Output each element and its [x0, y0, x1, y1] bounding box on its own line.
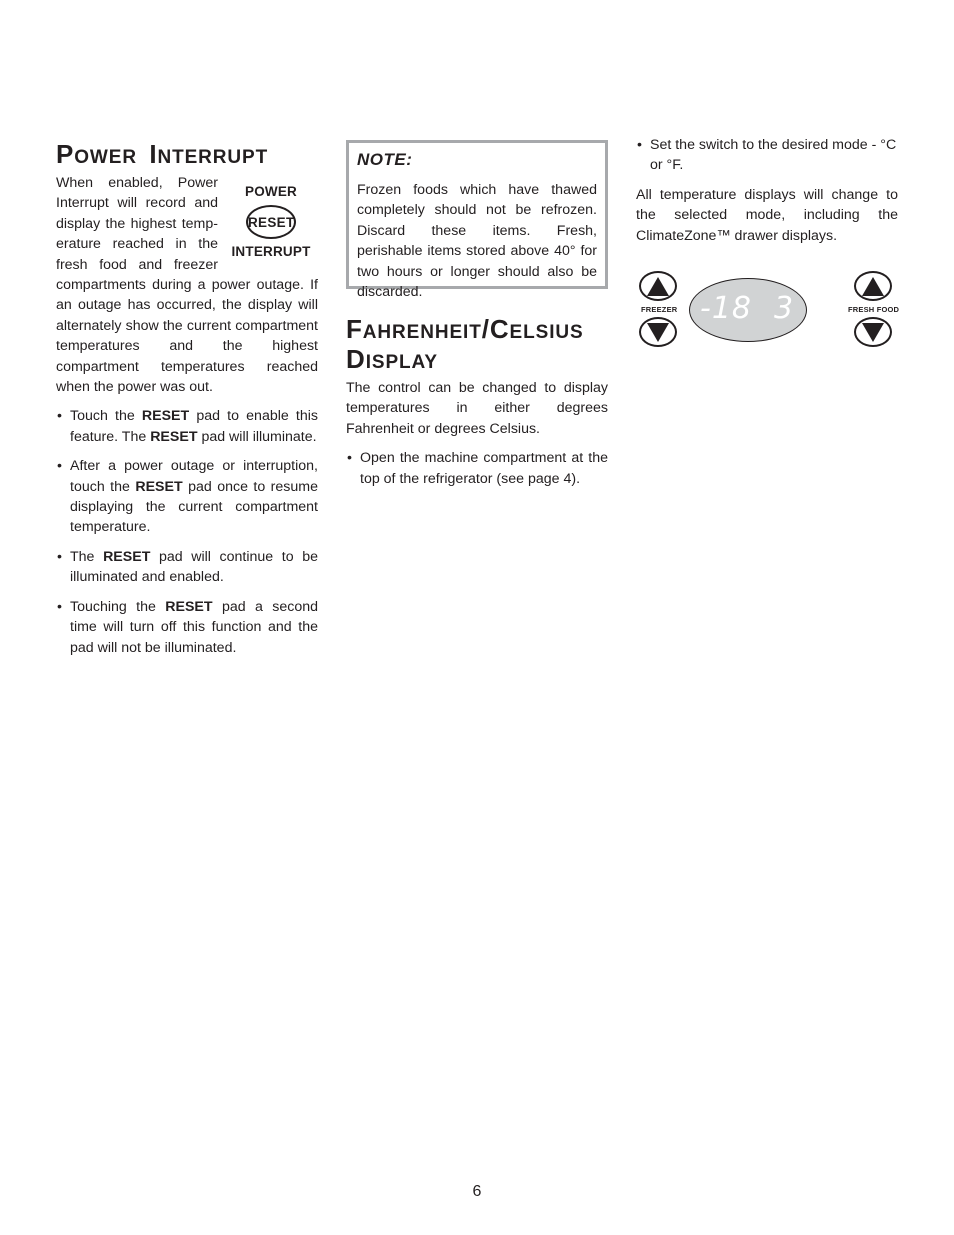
triangle-down-icon — [646, 322, 670, 342]
temperature-display-panel — [636, 270, 898, 350]
fahrenheit-celsius-intro: The control can be changed to display temperatures in either degrees Fahrenheit or degrees Celsius. — [346, 380, 608, 437]
power-interrupt-heading: POWER INTERRUPT — [56, 139, 269, 169]
note-body: Frozen foods which have thawed completely should not be refrozen. Discard these items. Fresh, perishable items stored above 40° for two hours or longer should also be discarded. — [357, 182, 597, 301]
icon-interrupt-label: INTERRUPT — [231, 244, 311, 259]
note-box — [346, 140, 608, 301]
intro-line: display the highest temp- — [56, 215, 218, 232]
icon-power-label: POWER — [244, 184, 297, 199]
intro-line: fresh food and freezer — [56, 256, 218, 273]
list-item: • Set the switch to the desired mode - °C or °F. — [636, 135, 898, 176]
right-column-paragraph: All temperature displays will change to the selected mode, including the ClimateZone™ drawer displays. — [636, 186, 898, 244]
list-item: • After a power outage or interruption, touch the RESET pad once to resume displaying the current compartment temperature. — [56, 456, 318, 538]
list-item: • Open the machine compartment at the top of the refrigerator (see page 4). — [346, 448, 608, 489]
fahrenheit-celsius-text — [346, 378, 608, 498]
power-interrupt-intro-wrap — [56, 173, 218, 275]
note-title: NOTE: — [357, 150, 413, 169]
fresh-food-temperature: 3 — [774, 291, 795, 326]
temperature-readout — [689, 278, 807, 342]
triangle-up-icon — [646, 276, 670, 296]
fresh-food-up-button[interactable] — [854, 271, 892, 301]
intro-line: erature reached in the — [56, 236, 218, 253]
intro-line: When enabled, Power — [56, 175, 218, 191]
triangle-up-icon — [861, 276, 885, 296]
reset-button-icon — [228, 184, 314, 266]
power-interrupt-intro-rest: compartments during a power outage. If an outage has occurred, the display will alternately show the current compartment temperatures and the highest compartment temperatures reached when the power was out. — [56, 277, 318, 396]
freezer-up-button[interactable] — [639, 271, 677, 301]
icon-reset-oval: RESET — [246, 205, 296, 239]
fahrenheit-celsius-bullets — [346, 448, 608, 489]
right-column-bullets — [636, 135, 898, 176]
intro-line: Interrupt will record and — [56, 195, 218, 212]
power-interrupt-bullets — [56, 406, 318, 657]
fahrenheit-celsius-heading: FAHRENHEIT/CELSIUS DISPLAY — [346, 314, 584, 374]
freezer-label: FREEZER — [641, 305, 678, 314]
freezer-temperature: -18 — [700, 291, 752, 326]
fresh-food-label: FRESH FOOD — [848, 305, 900, 314]
fresh-food-down-button[interactable] — [854, 317, 892, 347]
triangle-down-icon — [861, 322, 885, 342]
list-item: • Touching the RESET pad a second time will turn off this function and the pad will not be illuminated. — [56, 597, 318, 658]
list-item: • The RESET pad will continue to be illuminated and enabled. — [56, 547, 318, 588]
freezer-down-button[interactable] — [639, 317, 677, 347]
right-column-text — [636, 135, 898, 246]
power-interrupt-text — [56, 275, 318, 667]
page-number: 6 — [472, 1183, 482, 1200]
list-item: • Touch the RESET pad to enable this feature. The RESET pad will illuminate. — [56, 406, 318, 447]
